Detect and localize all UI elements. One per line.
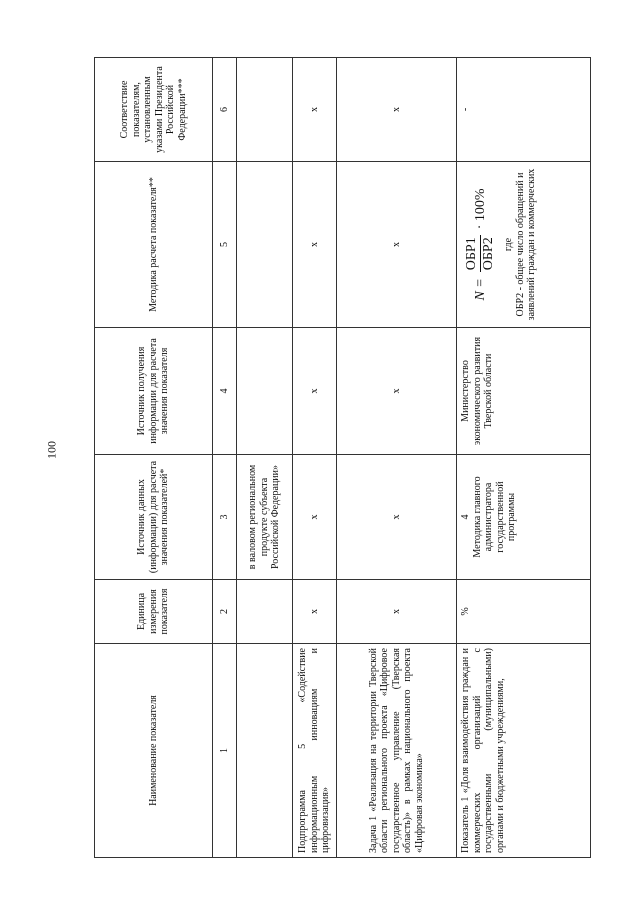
data-source-number: 4	[460, 514, 471, 520]
rotated-table-frame	[94, 58, 590, 858]
cell-compliance: x	[293, 58, 337, 162]
cell-name: Задача 1 «Реализация на территории Тверской области регионального проекта «Цифровое государственное управление (Тверская область)» в рамках национального проекта «Цифровая экономика»	[337, 644, 457, 858]
cell-data-source	[457, 455, 591, 580]
formula-numerator: ОБР1	[464, 235, 481, 272]
table-row	[457, 58, 591, 858]
cell-unit	[237, 580, 293, 644]
data-source-text: Методика главного администратора государственной программы	[471, 476, 517, 558]
cell-name: Подпрограмма 5 «Содействие информационным инновациям и цифровизация»	[293, 644, 337, 858]
formula-fraction	[464, 235, 497, 272]
method-formula	[464, 166, 497, 323]
header-method: Методика расчета показателя**	[95, 162, 213, 328]
header-row	[95, 58, 213, 858]
cell-name: Показатель 1 «Доля взаимодействия граждан и коммерческих организаций с государственными (муниципальными) органами и бюджетными учреждениями,	[457, 644, 591, 858]
cell-info-source: x	[293, 328, 337, 455]
cell-method	[237, 162, 293, 328]
header-name: Наименование показателя	[95, 644, 213, 858]
header-data-source: Источник данных (информации) для расчета значения показателей*	[95, 455, 213, 580]
page-number: 100	[44, 441, 59, 459]
col-number: 1	[213, 644, 237, 858]
formula-explanation: ОБР2 - общее число обращений и заявлений граждан и коммерческих	[514, 168, 538, 321]
cell-compliance	[237, 58, 293, 162]
table-row	[237, 58, 293, 858]
col-number: 2	[213, 580, 237, 644]
cell-unit: x	[337, 580, 457, 644]
col-number: 3	[213, 455, 237, 580]
cell-name	[237, 644, 293, 858]
formula-multiplier: · 100%	[472, 188, 488, 230]
col-number: 4	[213, 328, 237, 455]
cell-method: x	[293, 162, 337, 328]
formula-lhs: N =	[472, 278, 488, 301]
cell-info-source: x	[337, 328, 457, 455]
cell-compliance: -	[457, 58, 591, 162]
header-unit: Единица измерения показателя	[95, 580, 213, 644]
cell-method	[457, 162, 591, 328]
cell-data-source: x	[337, 455, 457, 580]
cell-info-source	[237, 328, 293, 455]
cell-data-source: в валовом региональном продукте субъекта Российской Федерации»	[237, 455, 293, 580]
formula-where: где	[503, 237, 515, 252]
table-row	[293, 58, 337, 858]
cell-method: x	[337, 162, 457, 328]
col-number: 5	[213, 162, 237, 328]
cell-unit: %	[457, 580, 591, 644]
cell-data-source: x	[293, 455, 337, 580]
formula-denominator: ОБР2	[481, 237, 497, 271]
cell-info-source: Министерство экономического развития Тверской области	[457, 328, 591, 455]
col-number: 6	[213, 58, 237, 162]
table-row	[337, 58, 457, 858]
column-numbers-row	[213, 58, 237, 858]
cell-unit: x	[293, 580, 337, 644]
header-info-source: Источник получения информации для расчета значения показателя	[95, 328, 213, 455]
cell-compliance: x	[337, 58, 457, 162]
header-compliance: Соответствие показателям, установленным указами Президента Российской Федерации***	[95, 58, 213, 162]
indicators-table	[94, 57, 591, 858]
